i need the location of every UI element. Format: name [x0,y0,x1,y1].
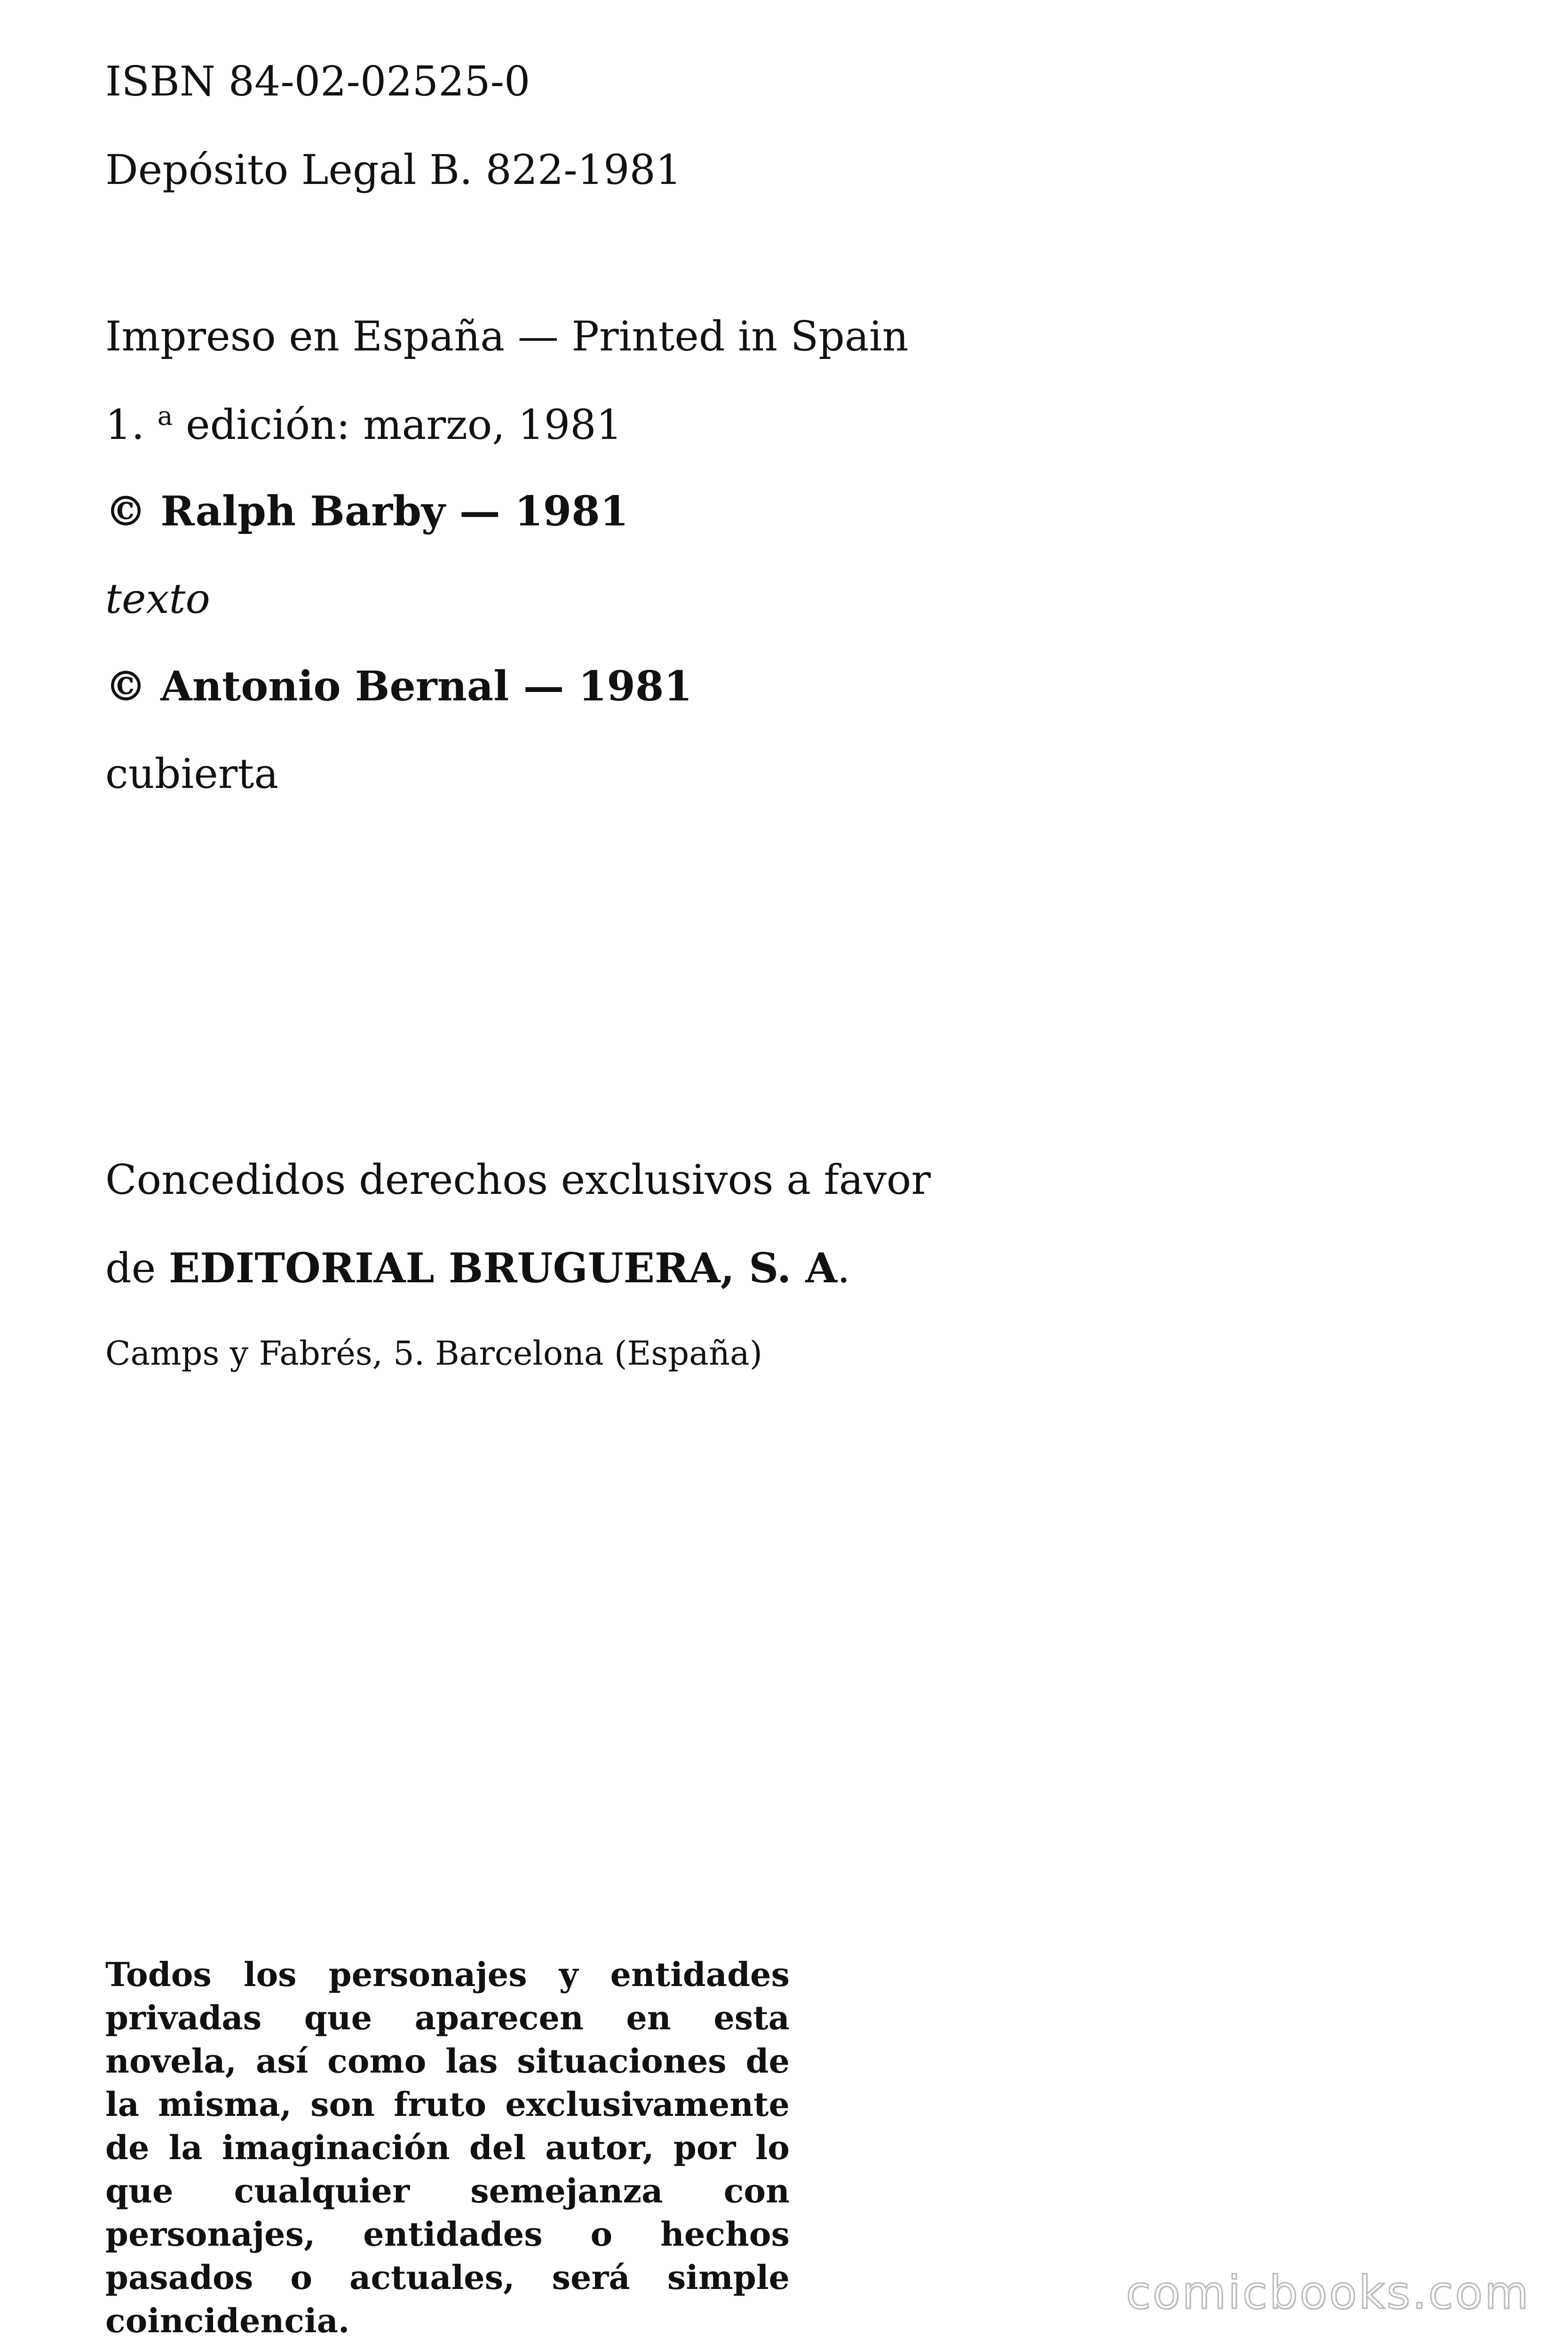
copyright-cover-holder: © Antonio Bernal — 1981 [105,662,692,710]
edition-text: edición: marzo, 1981 [186,401,622,449]
copyright-cover-label: cubierta [105,750,279,798]
rights-suffix: . [837,1244,850,1292]
printed-in-line: Impreso en España — Printed in Spain [105,312,909,360]
edition-line [105,401,622,449]
edition-number: 1. [105,401,145,449]
copyright-text-holder: © Ralph Barby — 1981 [105,487,629,535]
fiction-disclaimer: Todos los personajes y entidades privadas que aparecen en esta novela, así como las situaciones de la misma, son fruto exclusivamente de la imaginación del autor, por lo que cualquier semejanza con personajes, entidades o hechos pasados o actuales, será simple coincidencia. [105,1955,790,2340]
rights-line-2 [105,1244,850,1292]
publisher-name: EDITORIAL BRUGUERA, S. A [168,1244,838,1292]
deposito-legal-line: Depósito Legal B. 822-1981 [105,146,682,194]
watermark-logo: comicbooks.com [1125,2266,1530,2319]
publisher-address: Camps y Fabrés, 5. Barcelona (España) [105,1334,763,1373]
isbn-line: ISBN 84-02-02525-0 [105,57,531,105]
copyright-text-label: texto [105,575,210,623]
edition-superscript: a [157,401,173,431]
rights-line-1: Concedidos derechos exclusivos a favor [105,1156,931,1204]
rights-prefix: de [105,1244,156,1292]
